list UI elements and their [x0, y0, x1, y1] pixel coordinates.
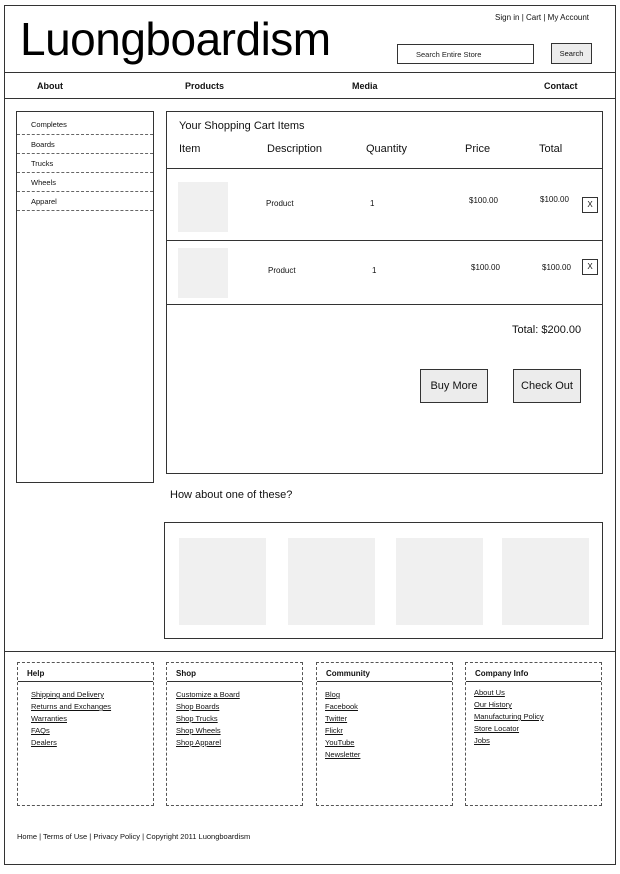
buy-more-button[interactable]: Buy More	[420, 369, 488, 403]
column-header-item: Item	[179, 143, 201, 155]
sidebar-item-boards[interactable]: Boards	[17, 135, 153, 154]
column-header-description: Description	[267, 143, 323, 155]
product-quantity: 1	[372, 266, 377, 275]
account-links	[495, 13, 589, 22]
sidebar-item-completes[interactable]: Completes	[17, 112, 153, 135]
sign-in-link[interactable]: Sign in	[495, 13, 520, 22]
recommendations-title: How about one of these?	[170, 489, 293, 501]
link-separator: |	[87, 832, 94, 841]
footer-home-link[interactable]: Home	[17, 832, 38, 841]
footer-link-facebook[interactable]: Facebook	[325, 702, 358, 711]
footer-column-help	[17, 662, 154, 806]
column-header-quantity: Quantity	[366, 143, 407, 155]
footer-link-twitter[interactable]: Twitter	[325, 714, 348, 723]
footer-link-about-us[interactable]: About Us	[474, 688, 505, 697]
recommended-product[interactable]	[288, 538, 375, 625]
footer-column-community	[316, 662, 453, 806]
cart-row	[167, 168, 602, 240]
footer-link-dealers[interactable]: Dealers	[31, 738, 57, 747]
product-thumbnail[interactable]	[178, 182, 228, 232]
sidebar-item-trucks[interactable]: Trucks	[17, 154, 153, 173]
product-price: $100.00	[471, 263, 500, 272]
footer-link-our-history[interactable]: Our History	[474, 700, 512, 709]
footer-privacy-link[interactable]: Privacy Policy	[93, 832, 140, 841]
footer-link-customize[interactable]: Customize a Board	[176, 690, 240, 699]
remove-item-button[interactable]: X	[582, 259, 598, 275]
footer-link-manufacturing[interactable]: Manufacturing Policy	[474, 712, 544, 721]
footer-link-shop-wheels[interactable]: Shop Wheels	[176, 726, 221, 735]
footer-link-jobs[interactable]: Jobs	[474, 736, 490, 745]
remove-item-button[interactable]: X	[582, 197, 598, 213]
nav-media[interactable]: Media	[352, 81, 378, 91]
cart-link[interactable]: Cart	[526, 13, 542, 22]
footer-column-title: Company Info	[466, 663, 601, 682]
recommended-product[interactable]	[502, 538, 589, 625]
footer-column-title: Community	[317, 663, 452, 682]
footer-column-title: Help	[18, 663, 153, 682]
shopping-cart	[166, 111, 603, 474]
site-logo[interactable]: Luongboardism	[20, 13, 331, 65]
footer-column-shop	[166, 662, 303, 806]
nav-about[interactable]: About	[37, 81, 63, 91]
cart-row	[167, 240, 602, 304]
recommendations-panel	[164, 522, 603, 639]
product-total: $100.00	[540, 195, 569, 204]
footer-link-shop-boards[interactable]: Shop Boards	[176, 702, 220, 711]
footer-column-company	[465, 662, 602, 806]
cart-divider	[167, 304, 602, 305]
product-description[interactable]: Product	[268, 266, 296, 275]
footer-divider	[4, 651, 616, 652]
main-nav	[4, 72, 616, 99]
cart-title: Your Shopping Cart Items	[179, 120, 305, 132]
link-separator: |	[519, 13, 526, 22]
product-quantity: 1	[370, 199, 375, 208]
sidebar-item-wheels[interactable]: Wheels	[17, 173, 153, 192]
link-separator: |	[541, 13, 548, 22]
cart-grand-total: Total: $200.00	[512, 324, 582, 336]
column-header-price: Price	[465, 143, 491, 155]
search-button[interactable]: Search	[551, 43, 592, 64]
footer-link-returns[interactable]: Returns and Exchanges	[31, 702, 112, 711]
footer-link-shop-trucks[interactable]: Shop Trucks	[176, 714, 218, 723]
recommended-product[interactable]	[179, 538, 266, 625]
category-sidebar	[16, 111, 154, 483]
footer-link-store-locator[interactable]: Store Locator	[474, 724, 520, 733]
nav-products[interactable]: Products	[185, 81, 225, 91]
check-out-button[interactable]: Check Out	[513, 369, 581, 403]
footer-bottom-bar	[17, 832, 250, 841]
product-thumbnail[interactable]	[178, 248, 228, 298]
footer-link-newsletter[interactable]: Newsletter	[325, 750, 361, 759]
search-input[interactable]	[397, 44, 534, 64]
link-separator: |	[140, 832, 147, 841]
sidebar-item-apparel[interactable]: Apparel	[17, 192, 153, 211]
product-total: $100.00	[542, 263, 571, 272]
column-header-total: Total	[539, 143, 563, 155]
footer-link-warranties[interactable]: Warranties	[31, 714, 67, 723]
footer-link-faqs[interactable]: FAQs	[31, 726, 50, 735]
product-price: $100.00	[469, 196, 498, 205]
recommended-product[interactable]	[396, 538, 483, 625]
footer-link-blog[interactable]: Blog	[325, 690, 341, 699]
copyright-text: Copyright 2011 Luongboardism	[146, 832, 251, 841]
footer-link-youtube[interactable]: YouTube	[325, 738, 355, 747]
footer-link-flickr[interactable]: Flickr	[325, 726, 343, 735]
nav-contact[interactable]: Contact	[544, 81, 578, 91]
footer-link-shop-apparel[interactable]: Shop Apparel	[176, 738, 222, 747]
my-account-link[interactable]: My Account	[547, 13, 590, 22]
footer-terms-link[interactable]: Terms of Use	[43, 832, 88, 841]
footer-column-title: Shop	[167, 663, 302, 682]
link-separator: |	[37, 832, 43, 841]
product-description[interactable]: Product	[266, 199, 294, 208]
footer-link-shipping[interactable]: Shipping and Delivery	[31, 690, 104, 699]
